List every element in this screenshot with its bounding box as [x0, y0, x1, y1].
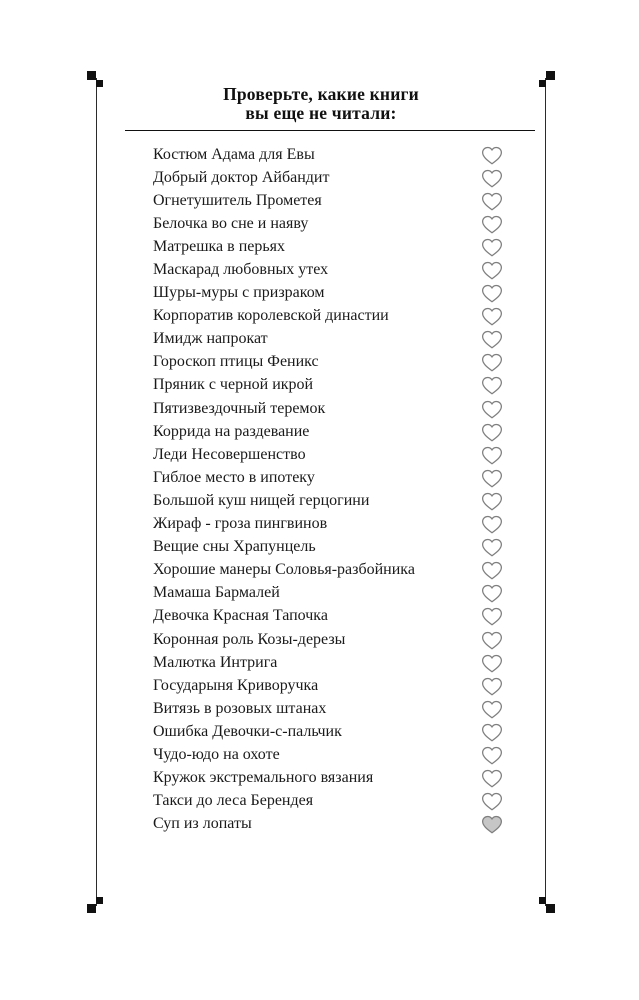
book-title: Коррида на раздевание — [153, 422, 310, 440]
book-title: Гороскоп птицы Феникс — [153, 353, 319, 371]
book-title: Большой куш нищей герцогини — [153, 491, 370, 509]
book-list-item — [153, 559, 503, 582]
heart-checkbox[interactable] — [481, 399, 503, 419]
heart-checkbox[interactable] — [481, 676, 503, 696]
book-list-item — [153, 651, 503, 674]
book-title: Корпоратив королевской династии — [153, 307, 389, 325]
book-list-item — [153, 720, 503, 743]
heart-icon — [481, 214, 503, 234]
heart-icon — [481, 375, 503, 395]
heart-checkbox[interactable] — [481, 791, 503, 811]
heart-icon — [481, 699, 503, 719]
book-list-item — [153, 351, 503, 374]
heart-icon — [481, 514, 503, 534]
heart-icon — [481, 537, 503, 557]
book-list-item — [153, 443, 503, 466]
heart-icon — [481, 722, 503, 742]
corner-mark-top-left — [87, 71, 107, 91]
heart-checkbox[interactable] — [481, 191, 503, 211]
book-list-item — [153, 397, 503, 420]
book-list-item — [153, 582, 503, 605]
heart-checkbox[interactable] — [481, 329, 503, 349]
heart-icon — [481, 676, 503, 696]
heart-checkbox[interactable] — [481, 468, 503, 488]
book-title: Кружок экстремального вязания — [153, 769, 374, 787]
book-title: Мамаша Бармалей — [153, 584, 280, 602]
book-title: Такси до леса Берендея — [153, 792, 314, 810]
heart-icon — [481, 468, 503, 488]
book-list-item — [153, 466, 503, 489]
title-divider — [125, 130, 535, 131]
heart-icon — [481, 329, 503, 349]
book-list-item — [153, 143, 503, 166]
book-list-item — [153, 743, 503, 766]
heart-checkbox[interactable] — [481, 306, 503, 326]
heart-icon — [481, 560, 503, 580]
book-list-item — [153, 305, 503, 328]
book-list-item — [153, 212, 503, 235]
book-title: Хорошие манеры Соловья-разбойника — [153, 561, 415, 579]
heart-icon — [481, 745, 503, 765]
heart-checkbox-checked[interactable] — [481, 814, 503, 834]
corner-mark-bottom-right — [535, 893, 555, 913]
heart-checkbox[interactable] — [481, 630, 503, 650]
book-list-item — [153, 813, 503, 836]
corner-mark-bottom-left — [87, 893, 107, 913]
book-list-item — [153, 328, 503, 351]
book-list-item — [153, 420, 503, 443]
book-title: Государыня Криворучка — [153, 676, 319, 694]
book-title: Пряник с черной икрой — [153, 376, 314, 394]
book-list-item — [153, 790, 503, 813]
heart-checkbox[interactable] — [481, 260, 503, 280]
heart-icon — [481, 352, 503, 372]
book-title: Огнетушитель Прометея — [153, 191, 322, 209]
book-title: Малютка Интрига — [153, 653, 278, 671]
page-title-line2: вы еще не читали: — [245, 103, 397, 123]
book-list-item — [153, 697, 503, 720]
book-list-item — [153, 674, 503, 697]
heart-checkbox[interactable] — [481, 514, 503, 534]
heart-icon — [481, 630, 503, 650]
book-title: Имидж напрокат — [153, 330, 268, 348]
heart-checkbox[interactable] — [481, 237, 503, 257]
heart-checkbox[interactable] — [481, 214, 503, 234]
heart-checkbox[interactable] — [481, 583, 503, 603]
book-title: Костюм Адама для Евы — [153, 145, 315, 163]
book-title: Жираф - гроза пингвинов — [153, 515, 328, 533]
heart-checkbox[interactable] — [481, 560, 503, 580]
heart-icon — [481, 768, 503, 788]
book-list-item — [153, 628, 503, 651]
book-list-item — [153, 166, 503, 189]
heart-icon — [481, 237, 503, 257]
book-title: Девочка Красная Тапочка — [153, 607, 328, 625]
book-list-item — [153, 235, 503, 258]
heart-icon — [481, 653, 503, 673]
heart-checkbox[interactable] — [481, 283, 503, 303]
heart-checkbox[interactable] — [481, 745, 503, 765]
book-list-item — [153, 282, 503, 305]
heart-checkbox[interactable] — [481, 168, 503, 188]
book-title: Маскарад любовных утех — [153, 261, 329, 279]
book-list-item — [153, 767, 503, 790]
book-title: Вещие сны Храпунцель — [153, 538, 316, 556]
heart-checkbox[interactable] — [481, 537, 503, 557]
book-title: Пятизвездочный теремок — [153, 399, 326, 417]
book-list-item — [153, 536, 503, 559]
book-title: Шуры-муры с призраком — [153, 284, 325, 302]
heart-checkbox[interactable] — [481, 445, 503, 465]
heart-checkbox[interactable] — [481, 722, 503, 742]
heart-checkbox[interactable] — [481, 352, 503, 372]
book-checklist — [97, 143, 545, 836]
heart-checkbox[interactable] — [481, 606, 503, 626]
book-title: Чудо-юдо на охоте — [153, 745, 280, 763]
book-title: Белочка во сне и наяву — [153, 214, 309, 232]
heart-checkbox[interactable] — [481, 699, 503, 719]
heart-icon — [481, 814, 503, 834]
heart-checkbox[interactable] — [481, 768, 503, 788]
heart-checkbox[interactable] — [481, 422, 503, 442]
heart-checkbox[interactable] — [481, 375, 503, 395]
heart-icon — [481, 283, 503, 303]
heart-checkbox[interactable] — [481, 145, 503, 165]
page-frame — [96, 78, 546, 906]
heart-icon — [481, 306, 503, 326]
heart-icon — [481, 491, 503, 511]
heart-icon — [481, 145, 503, 165]
book-title: Коронная роль Козы-дерезы — [153, 630, 346, 648]
book-title: Добрый доктор Айбандит — [153, 168, 330, 186]
heart-icon — [481, 445, 503, 465]
book-title: Суп из лопаты — [153, 815, 252, 833]
heart-icon — [481, 606, 503, 626]
corner-mark-top-right — [535, 71, 555, 91]
book-list-item — [153, 374, 503, 397]
page-title-line1: Проверьте, какие книги — [223, 84, 419, 104]
heart-icon — [481, 191, 503, 211]
book-title: Витязь в розовых штанах — [153, 699, 327, 717]
heart-checkbox[interactable] — [481, 491, 503, 511]
heart-icon — [481, 791, 503, 811]
book-title: Леди Несовершенство — [153, 445, 306, 463]
book-list-item — [153, 489, 503, 512]
heart-icon — [481, 260, 503, 280]
book-list-item — [153, 605, 503, 628]
heart-icon — [481, 168, 503, 188]
book-title: Гиблое место в ипотеку — [153, 468, 315, 486]
heart-icon — [481, 399, 503, 419]
book-list-item — [153, 513, 503, 536]
page-title — [97, 78, 545, 123]
heart-icon — [481, 422, 503, 442]
heart-checkbox[interactable] — [481, 653, 503, 673]
book-list-item — [153, 189, 503, 212]
book-title: Ошибка Девочки-с-пальчик — [153, 722, 342, 740]
book-title: Матрешка в перьях — [153, 237, 286, 255]
book-list-item — [153, 258, 503, 281]
heart-icon — [481, 583, 503, 603]
